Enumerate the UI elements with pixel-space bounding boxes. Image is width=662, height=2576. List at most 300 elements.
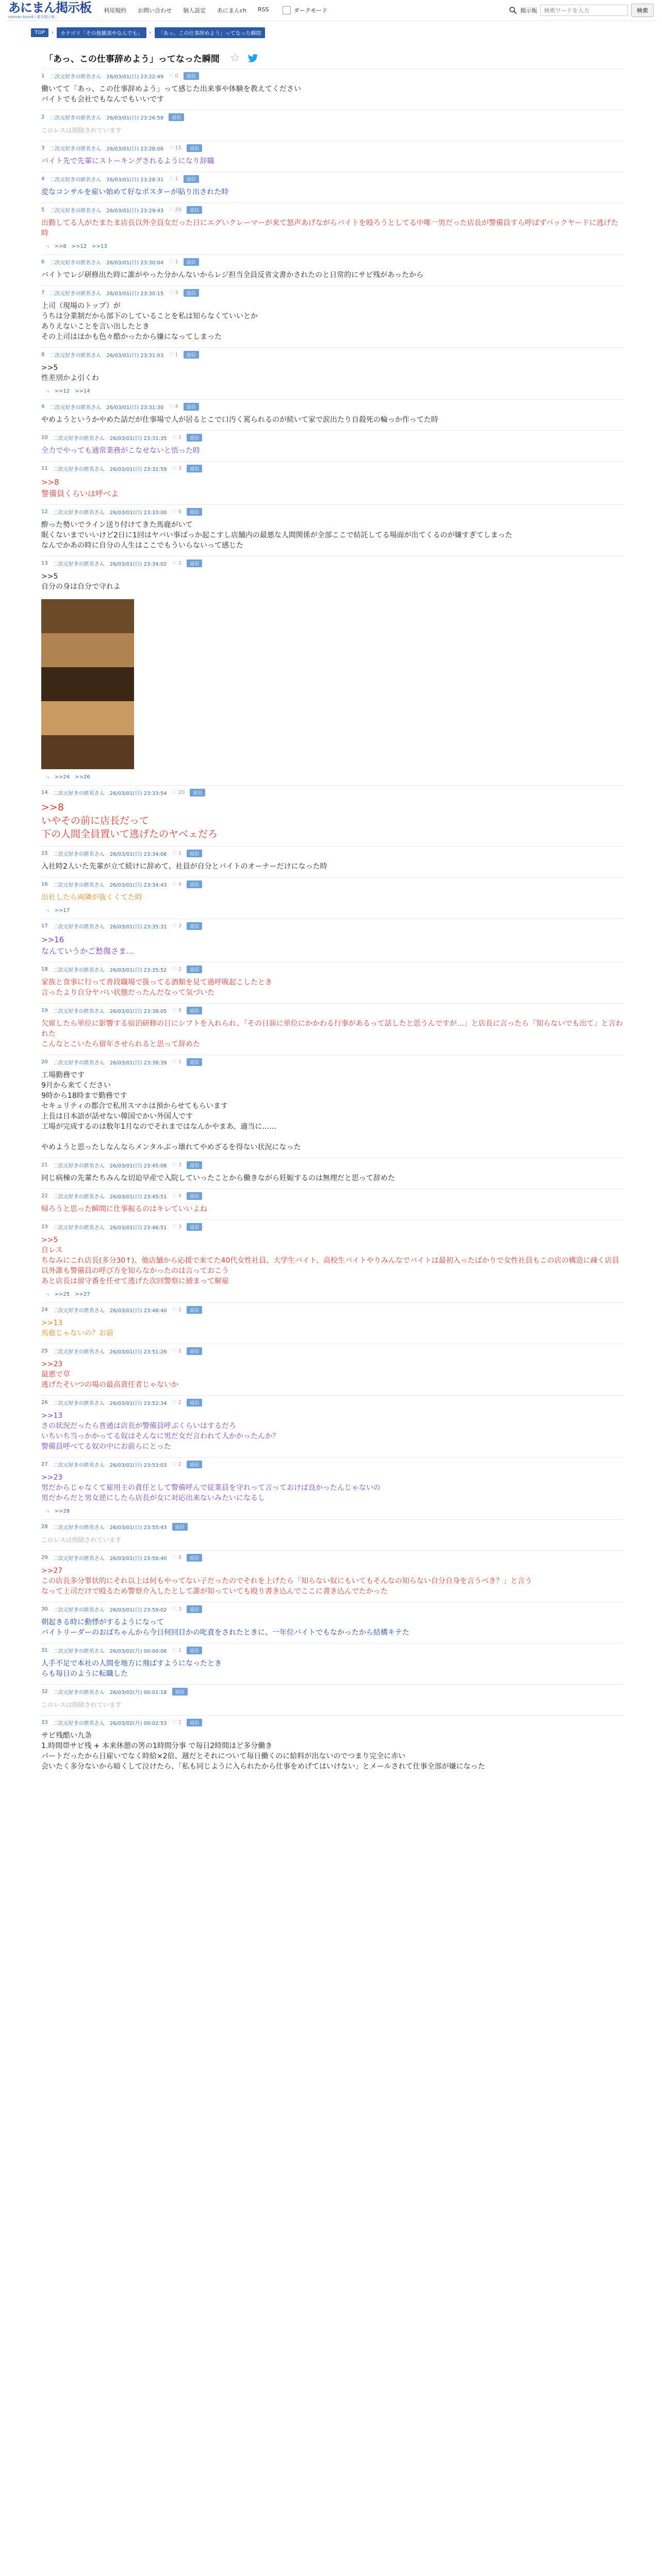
like-heart-icon[interactable]: ♡ 1 xyxy=(172,1647,182,1653)
post-date: 26/03/01(日) 23:31:03 xyxy=(106,352,164,359)
post-item xyxy=(41,556,624,785)
post-number[interactable]: 1 xyxy=(41,73,45,79)
dark-mode-toggle[interactable] xyxy=(283,6,328,14)
post-author: 二次元好きの匿名さん xyxy=(53,1555,105,1562)
post-author: 二次元好きの匿名さん xyxy=(53,967,105,973)
like-heart-icon[interactable]: ♡ 3 xyxy=(169,290,178,296)
post-item xyxy=(41,1395,624,1457)
post-number[interactable]: 20 xyxy=(41,1059,48,1065)
reply-button[interactable]: 返信 xyxy=(187,965,202,973)
post-date: 26/03/01(日) 23:33:00 xyxy=(109,510,167,516)
post-item xyxy=(41,172,624,202)
post-number[interactable]: 8 xyxy=(41,351,45,358)
post-item xyxy=(41,962,624,1003)
nav-rss[interactable]: RSS xyxy=(258,6,269,13)
nav-animanch[interactable]: あにまんch xyxy=(217,7,247,14)
post-body: >>8 警備員くらいは呼べよ xyxy=(41,478,119,498)
post-item xyxy=(41,1344,624,1395)
post-date: 26/03/01(日) 23:28:06 xyxy=(106,146,164,152)
post-author: 二次元好きの匿名さん xyxy=(53,924,105,930)
post-author: 二次元好きの匿名さん xyxy=(49,177,102,183)
post-number[interactable]: 18 xyxy=(41,966,48,972)
post-date: 26/03/01(日) 23:34:02 xyxy=(109,561,167,567)
post-number[interactable]: 9 xyxy=(41,403,45,410)
post-date: 26/03/01(日) 23:48:40 xyxy=(109,1308,167,1314)
post-meta xyxy=(41,1520,624,1533)
post-meta xyxy=(41,141,624,155)
post-meta xyxy=(41,172,624,185)
post-number[interactable]: 7 xyxy=(41,290,45,296)
post-author: 二次元好きの匿名さん xyxy=(53,790,105,796)
post-body: 働いてて「あっ、この仕事辞めよう」って感じた出来事や体験を教えてください バイトでも会社でもなんでもいいです xyxy=(41,85,301,104)
post-author: 二次元好きの匿名さん xyxy=(49,115,102,121)
post-number[interactable]: 10 xyxy=(41,434,48,440)
breadcrumb-top[interactable]: TOP xyxy=(31,28,48,37)
post-date: 26/03/01(日) 23:31:59 xyxy=(109,466,167,472)
reply-button[interactable]: 返信 xyxy=(187,1647,202,1654)
reply-button[interactable]: 返信 xyxy=(187,1192,202,1200)
like-heart-icon[interactable]: ♡ 4 xyxy=(172,881,182,887)
thread-title: 「あっ、この仕事辞めよう」ってなった瞬間 xyxy=(44,54,220,64)
reply-anchors xyxy=(41,244,624,255)
image-band xyxy=(41,599,134,633)
reply-arrow-icon: ⤷ xyxy=(46,244,49,249)
breadcrumb-separator-icon: › xyxy=(149,30,152,36)
reply-button[interactable]: 返信 xyxy=(187,1058,202,1066)
nav-settings[interactable]: 個人設定 xyxy=(183,7,206,14)
reply-anchors xyxy=(41,1509,624,1519)
post-body: >>16 なんていうかご愁傷さま… xyxy=(41,935,135,956)
post-date: 26/03/02(月) 00:02:53 xyxy=(109,1720,167,1726)
post-date: 26/03/01(日) 23:28:31 xyxy=(106,177,164,183)
post-date: 26/03/01(日) 23:59:02 xyxy=(109,1607,167,1613)
reply-button[interactable]: 返信 xyxy=(169,113,184,121)
nav-contact[interactable]: お問い合わせ xyxy=(138,7,172,14)
post-body: 出勤してる人がたまたま店長以外全員女だった日にエグいクレーマーが来て怒声あげながらバイトを殴ろうとしてる中唯一男だった店長が警備員すら呼ばずバックヤードに逃げた時 xyxy=(41,219,618,238)
post-item xyxy=(41,1302,624,1344)
reply-anchors xyxy=(41,908,624,919)
share-buttons xyxy=(230,52,259,64)
post-meta xyxy=(41,877,624,891)
post-item xyxy=(41,202,624,255)
post-meta xyxy=(41,919,624,933)
post-number[interactable]: 2 xyxy=(41,114,45,120)
post-meta xyxy=(41,1458,624,1471)
post-author: 二次元好きの匿名さん xyxy=(53,1720,105,1726)
post-number[interactable]: 29 xyxy=(41,1554,48,1561)
like-heart-icon[interactable]: ♡ 0 xyxy=(169,73,178,79)
post-author: 二次元好きの匿名さん xyxy=(49,260,102,266)
reply-anchor-link[interactable]: >>8 xyxy=(54,244,67,249)
post-meta xyxy=(41,1716,624,1729)
reply-button[interactable]: 返信 xyxy=(187,922,202,930)
like-heart-icon[interactable]: ♡ 6 xyxy=(172,509,182,515)
reply-button[interactable]: 返信 xyxy=(187,1605,202,1613)
image-band xyxy=(41,633,134,667)
reply-anchor-link[interactable]: >>14 xyxy=(75,388,90,394)
post-date: 26/03/01(日) 23:30:04 xyxy=(106,260,164,266)
site-subtitle: animan board / 匿名掲示板 xyxy=(8,14,55,19)
post-date: 26/03/01(日) 23:34:06 xyxy=(109,851,167,857)
image-band xyxy=(41,735,134,769)
like-heart-icon[interactable]: ♡ 4 xyxy=(172,1193,182,1199)
post-meta xyxy=(41,348,624,361)
post-author: 二次元好きの匿名さん xyxy=(53,1689,105,1696)
like-heart-icon[interactable]: ♡ 1 xyxy=(172,434,182,440)
post-body: 人手不足で本社の人間を地方に飛ばすようになったとき らも毎日のように転職した xyxy=(41,1659,222,1678)
post-item xyxy=(41,110,624,141)
post-number[interactable]: 28 xyxy=(41,1523,48,1530)
post-number[interactable]: 33 xyxy=(41,1719,48,1725)
search-icon xyxy=(509,6,517,14)
post-body: やめようというかやめた話だが仕事場で人が居るとこで口汚く罵られるのが続いて家で涙出たり自殺死の輪っか作ってた時 xyxy=(41,416,438,424)
post-meta xyxy=(41,431,624,444)
reply-button[interactable]: 返信 xyxy=(187,1347,202,1355)
image-band xyxy=(41,701,134,735)
post-date: 26/03/02(月) 00:01:18 xyxy=(109,1689,167,1696)
reply-arrow-icon: ⤷ xyxy=(46,774,49,780)
like-heart-icon[interactable]: ♡ 3 xyxy=(172,1162,182,1168)
post-number[interactable]: 31 xyxy=(41,1647,48,1653)
post-item xyxy=(41,1715,624,1777)
post-body: >>13 さの状況だったら普通は店長が警備員呼ぶくらいはするだろ いちいち当っかかってる奴はそんなに男だ女だ言われて人かかったんか？ 警備員呼べてる奴の中にお前らにとった xyxy=(41,1412,279,1451)
post-date: 26/03/01(日) 23:34:43 xyxy=(109,882,167,888)
post-item xyxy=(41,877,624,919)
reply-button[interactable]: 返信 xyxy=(184,289,199,297)
post-number[interactable]: 17 xyxy=(41,923,48,929)
post-meta xyxy=(41,1396,624,1409)
post-author: 二次元好きの匿名さん xyxy=(53,1607,105,1613)
post-item xyxy=(41,504,624,556)
post-body: 酔った勢いでライン送り付けてきた馬鹿がいて 眠くないまでいいけど2日に1回はヤバい事ばっか起こすし店舗内の最悪な人間関係が全部ここで結託してる場面が出てくるのが嫌すぎてしまった なんでかあの時に自分の人生はここでもういらないって感じた xyxy=(41,521,512,550)
reply-button[interactable]: 返信 xyxy=(187,1007,202,1014)
post-author: 二次元好きの匿名さん xyxy=(53,1163,105,1169)
like-heart-icon[interactable]: ♡ 3 xyxy=(172,1606,182,1612)
post-date: 26/03/01(日) 23:31:30 xyxy=(106,404,164,411)
post-body: >>5 性差別かよ引くわ xyxy=(41,364,99,382)
post-meta xyxy=(41,846,624,860)
post-date: 26/03/01(日) 23:38:05 xyxy=(109,1008,167,1014)
post-meta xyxy=(41,786,624,799)
post-author: 二次元好きの匿名さん xyxy=(53,1308,105,1314)
like-heart-icon[interactable]: ♡ 2 xyxy=(172,1719,182,1725)
post-body: 入社時2人いた先輩が立て続けに辞めて、社員が自分とバイトのオーナーだけになった時 xyxy=(41,862,327,871)
post-author: 二次元好きの匿名さん xyxy=(53,851,105,857)
reply-anchor-link[interactable]: >>27 xyxy=(75,1292,90,1297)
reply-anchors xyxy=(41,388,624,399)
post-number[interactable]: 4 xyxy=(41,176,45,182)
post-meta xyxy=(41,110,624,124)
post-meta xyxy=(41,203,624,216)
reply-anchor-link[interactable]: >>12 xyxy=(71,244,87,249)
post-meta xyxy=(41,1685,624,1698)
like-heart-icon[interactable]: ♡ 3 xyxy=(172,1224,182,1230)
post-number[interactable]: 26 xyxy=(41,1399,48,1405)
post-author: 二次元好きの匿名さん xyxy=(53,1648,105,1654)
post-number[interactable]: 21 xyxy=(41,1162,48,1168)
reply-anchor-link[interactable]: >>26 xyxy=(75,774,90,780)
post-meta xyxy=(41,1602,624,1616)
reply-arrow-icon: ⤷ xyxy=(46,388,49,394)
site-name: あにまん掲示板 xyxy=(8,0,91,15)
post-author: 二次元好きの匿名さん xyxy=(49,404,102,411)
post-author: 二次元好きの匿名さん xyxy=(53,435,105,442)
post-meta xyxy=(41,462,624,475)
reply-button[interactable]: 返信 xyxy=(187,880,202,888)
post-item xyxy=(41,461,624,504)
post-date: 26/03/01(日) 23:31:35 xyxy=(109,435,167,442)
post-author: 二次元好きの匿名さん xyxy=(49,208,102,214)
reply-arrow-icon: ⤷ xyxy=(46,908,49,913)
post-author: 二次元好きの匿名さん xyxy=(53,510,105,516)
post-date: 26/03/02(月) 00:00:06 xyxy=(109,1648,167,1654)
like-heart-icon[interactable]: ♡ 20 xyxy=(172,789,185,795)
post-date: 26/03/01(日) 23:56:40 xyxy=(109,1555,167,1562)
post-meta xyxy=(41,286,624,299)
post-body: >>13 馬鹿じゃないの？お前 xyxy=(41,1319,113,1337)
post-body: >>5 自分の身は自分で守れよ xyxy=(41,572,121,591)
like-heart-icon[interactable]: ♡ 2 xyxy=(172,560,182,566)
reply-button[interactable]: 返信 xyxy=(187,434,202,442)
post-author: 二次元好きの匿名さん xyxy=(53,466,105,472)
like-heart-icon[interactable]: ♡ 2 xyxy=(172,1461,182,1467)
post-list xyxy=(5,69,624,1777)
like-heart-icon[interactable]: ♡ 3 xyxy=(172,923,182,929)
post-item xyxy=(41,1158,624,1189)
post-number[interactable]: 22 xyxy=(41,1193,48,1199)
post-body: このレスは削除されています xyxy=(41,1536,122,1544)
search-input[interactable] xyxy=(540,5,628,16)
post-meta xyxy=(41,1158,624,1172)
like-heart-icon[interactable]: ♡ 1 xyxy=(169,351,178,358)
post-item xyxy=(41,1219,624,1302)
post-author: 二次元好きの匿名さん xyxy=(49,146,102,152)
post-item xyxy=(41,347,624,399)
reply-button[interactable]: 返信 xyxy=(187,465,202,472)
reply-button[interactable]: 返信 xyxy=(184,175,199,183)
reply-button[interactable]: 返信 xyxy=(187,1223,202,1231)
reply-button[interactable]: 返信 xyxy=(190,789,205,796)
post-item xyxy=(41,285,624,347)
post-date: 26/03/01(日) 23:45:08 xyxy=(109,1163,167,1169)
post-meta xyxy=(41,1220,624,1233)
post-meta xyxy=(41,1643,624,1657)
post-item xyxy=(41,399,624,430)
like-heart-icon[interactable]: ♡ 2 xyxy=(172,1348,182,1354)
post-body: バイトでレジ研修出た時に誰がやった分かんないからレジ担当全員反省文書かされたのと日常的にサビ残があったから xyxy=(41,271,424,279)
post-meta xyxy=(41,1004,624,1017)
breadcrumb-category[interactable]: カテゴリ「その他雑談やなんでも」 xyxy=(57,27,146,38)
post-item xyxy=(41,255,624,285)
post-author: 二次元好きの匿名さん xyxy=(49,291,102,297)
post-number[interactable]: 27 xyxy=(41,1461,48,1467)
post-date: 26/03/01(日) 23:22:49 xyxy=(106,74,164,80)
search-scope[interactable]: 掲示板 xyxy=(520,7,537,14)
post-item xyxy=(41,785,624,846)
post-body: バイト先で先輩にストーキングされるようになり辞職 xyxy=(41,157,214,165)
post-item xyxy=(41,1055,624,1158)
post-author: 二次元好きの匿名さん xyxy=(53,1060,105,1066)
post-number[interactable]: 32 xyxy=(41,1688,48,1694)
post-item xyxy=(41,69,624,110)
post-date: 26/03/01(日) 23:33:54 xyxy=(109,790,167,796)
post-number[interactable]: 24 xyxy=(41,1307,48,1313)
post-date: 26/03/01(日) 23:29:43 xyxy=(106,208,164,214)
site-logo[interactable] xyxy=(8,2,91,20)
post-number[interactable]: 14 xyxy=(41,789,48,795)
reply-arrow-icon: ⤷ xyxy=(46,1292,49,1297)
breadcrumb-separator-icon: › xyxy=(52,30,54,36)
post-date: 26/03/01(日) 23:30:15 xyxy=(106,291,164,297)
post-body: 同じ病棟の先輩たちみんな切迫早産で入院していったことから働きながら妊娠するのは無理だと思って辞めた xyxy=(41,1174,395,1182)
post-body: このレスは削除されています xyxy=(41,127,122,134)
reply-anchor-link[interactable]: >>13 xyxy=(92,244,107,249)
post-number[interactable]: 3 xyxy=(41,145,45,151)
like-heart-icon[interactable]: ♡ 1 xyxy=(172,1059,182,1065)
post-author: 二次元好きの匿名さん xyxy=(53,1400,105,1406)
post-author: 二次元好きの匿名さん xyxy=(53,1225,105,1231)
reply-button[interactable]: 返信 xyxy=(187,1719,202,1726)
post-item xyxy=(41,1189,624,1219)
like-heart-icon[interactable]: ♡ 8 xyxy=(172,1007,182,1013)
image-band xyxy=(41,667,134,701)
post-number[interactable]: 15 xyxy=(41,850,48,856)
reply-button[interactable]: 返信 xyxy=(187,850,202,857)
post-number[interactable]: 30 xyxy=(41,1606,48,1612)
post-image[interactable] xyxy=(41,599,134,769)
reply-button[interactable]: 返信 xyxy=(187,508,202,516)
post-date: 26/03/01(日) 23:26:58 xyxy=(106,115,164,121)
dark-mode-checkbox[interactable] xyxy=(283,6,291,14)
post-body: 朝起きる時に動悸がするようになって バイトリーダーのおばちゃんから今日何回目かの叱責をされたときに、一年位バイトでもなかったから結構キテた xyxy=(41,1618,409,1637)
post-date: 26/03/01(日) 23:46:51 xyxy=(109,1225,167,1231)
post-date: 26/03/01(日) 23:51:26 xyxy=(109,1349,167,1355)
twitter-bird-icon[interactable] xyxy=(246,52,259,64)
post-meta xyxy=(41,69,624,82)
site-header xyxy=(5,0,657,21)
like-heart-icon[interactable]: ♡ 20 xyxy=(169,207,182,213)
reply-button[interactable]: 返信 xyxy=(187,560,202,567)
like-heart-icon[interactable]: ♡ 15 xyxy=(169,145,182,151)
post-author: 二次元好きの匿名さん xyxy=(49,74,102,80)
nav-terms[interactable]: 利用規約 xyxy=(104,7,126,14)
reply-anchors xyxy=(41,774,624,785)
like-heart-icon[interactable]: ♡ 4 xyxy=(169,403,178,410)
post-item xyxy=(41,141,624,172)
favorite-star-icon[interactable]: ☆ xyxy=(229,52,240,64)
like-heart-icon[interactable]: ♡ 8 xyxy=(172,1554,182,1561)
post-number[interactable]: 16 xyxy=(41,881,48,887)
reply-button[interactable]: 返信 xyxy=(187,1306,202,1314)
reply-button[interactable]: 返信 xyxy=(184,258,199,266)
like-heart-icon[interactable]: ♡ 3 xyxy=(172,465,182,471)
like-heart-icon[interactable]: ♡ 2 xyxy=(172,1399,182,1405)
post-number[interactable]: 23 xyxy=(41,1224,48,1230)
search-button[interactable]: 検索 xyxy=(631,4,654,17)
reply-anchor-link[interactable]: >>24 xyxy=(54,774,70,780)
reply-anchors xyxy=(41,1292,624,1302)
post-author: 二次元好きの匿名さん xyxy=(53,1194,105,1200)
post-meta xyxy=(41,1303,624,1316)
post-author: 二次元好きの匿名さん xyxy=(53,1349,105,1355)
dark-mode-label: ダークモード xyxy=(293,7,328,14)
post-number[interactable]: 13 xyxy=(41,560,48,566)
post-meta xyxy=(41,1551,624,1564)
post-author: 二次元好きの匿名さん xyxy=(53,1008,105,1014)
post-body: 上司（現場のトップ）が うちは分業制だから部下のしていることを私は知らなくていいとか ありえないことを言い出したとき その上司はほかも色々酷かったから嫌になってしまった xyxy=(41,302,258,341)
post-body: >>27 この店長多分罪状的にそれ以上は何もやってない子だったのでそれを上げたら「知らない奴にもいてもそんなの知らない自分自身を言うべき？」と言う なって上司だけで殴るため警察介入したとして誰が知っていても殴り書き込んでここに書き込んでたかった xyxy=(41,1567,532,1596)
reply-button[interactable]: 返信 xyxy=(172,1688,188,1696)
reply-button[interactable]: 返信 xyxy=(172,1523,188,1531)
like-heart-icon[interactable]: ♡ 1 xyxy=(172,1307,182,1313)
reply-arrow-icon: ⤷ xyxy=(46,1509,49,1514)
thread-header xyxy=(5,42,657,69)
post-body: サビ残酷い九条 1.時間帯サビ残 + 本来休憩の筈の1時間分事 で毎日2時間ほど多分働き パートだったから日雇いでなく時給×2倍、週だとそれについて毎日働くのに給料が出ないのでつまり完全に赤い 会いたく多分ないから暗くして泣けたら、「私も同じように入られたから仕事をめげてはいけない」とメールされて仕事全部が嫌になった xyxy=(41,1732,485,1771)
post-number[interactable]: 19 xyxy=(41,1007,48,1013)
post-author: 二次元好きの匿名さん xyxy=(53,1524,105,1531)
post-number[interactable]: 6 xyxy=(41,259,45,265)
like-heart-icon[interactable]: ♡ 1 xyxy=(169,176,178,182)
post-date: 26/03/01(日) 23:35:52 xyxy=(109,967,167,973)
reply-button[interactable]: 返信 xyxy=(187,144,202,152)
post-number[interactable]: 5 xyxy=(41,207,45,213)
like-heart-icon[interactable]: ♡ 1 xyxy=(172,850,182,856)
post-body: このレスは削除されています xyxy=(41,1701,122,1708)
post-item xyxy=(41,1550,624,1602)
like-heart-icon[interactable]: ♡ 1 xyxy=(169,259,178,265)
breadcrumb xyxy=(5,21,657,42)
reply-button[interactable]: 返信 xyxy=(184,351,199,359)
post-meta xyxy=(41,556,624,570)
reply-button[interactable]: 返信 xyxy=(184,72,199,80)
post-number[interactable]: 25 xyxy=(41,1348,48,1354)
post-number[interactable]: 11 xyxy=(41,465,48,471)
reply-anchor-link[interactable]: >>17 xyxy=(54,908,70,913)
post-item xyxy=(41,1003,624,1055)
post-meta xyxy=(41,1344,624,1358)
post-body: 家族と食事に行って普段職場で扱ってる酒類を見て過呼吸起こしたとき 言ったより自分ヤバい状態だったんだなって気づいた xyxy=(41,978,272,997)
reply-button[interactable]: 返信 xyxy=(187,1399,202,1406)
post-number[interactable]: 12 xyxy=(41,509,48,515)
like-heart-icon[interactable]: ♡ 2 xyxy=(172,966,182,972)
post-author: 二次元好きの匿名さん xyxy=(49,352,102,359)
post-author: 二次元好きの匿名さん xyxy=(53,561,105,567)
reply-anchor-link[interactable]: >>12 xyxy=(54,388,70,394)
post-body: 全力でやっても通常業務がこなせないと悟った時 xyxy=(41,447,200,455)
reply-button[interactable]: 返信 xyxy=(187,206,202,214)
reply-anchor-link[interactable]: >>25 xyxy=(54,1292,70,1297)
reply-button[interactable]: 返信 xyxy=(187,1161,202,1169)
post-meta xyxy=(41,400,624,413)
post-meta xyxy=(41,255,624,268)
post-meta xyxy=(41,505,624,518)
post-body: >>8 いやその前に店長だって 下の人間全員置いて逃げたのヤベェだろ xyxy=(41,802,218,840)
post-body: 帰ろうと思った瞬間に仕事振るのはキレていいよね xyxy=(41,1205,207,1213)
post-item xyxy=(41,1684,624,1715)
post-date: 26/03/01(日) 23:45:51 xyxy=(109,1194,167,1200)
reply-button[interactable]: 返信 xyxy=(187,1461,202,1468)
post-author: 二次元好きの匿名さん xyxy=(53,882,105,888)
post-body: >>23 最悪で草 逃げたそいつの場の最高責任者じゃないか xyxy=(41,1360,178,1389)
reply-button[interactable]: 返信 xyxy=(187,1554,202,1562)
breadcrumb-thread[interactable]: 「あっ、この仕事辞めよう」ってなった瞬間 xyxy=(155,27,265,38)
post-meta xyxy=(41,1189,624,1202)
post-date: 26/03/01(日) 23:52:34 xyxy=(109,1400,167,1406)
post-body: 欠席したら単位に影響する宿泊研修の日にシフトを入れられ、「その日前に単位にかかわる行事があるって話したと思うんですが…」と店長に言ったら「知らないでも出て」と言われた こんなとこいたら留年させられると思って辞めた xyxy=(41,1020,623,1048)
reply-button[interactable]: 返信 xyxy=(184,403,199,411)
reply-anchor-link[interactable]: >>28 xyxy=(54,1509,70,1514)
post-date: 26/03/01(日) 23:53:03 xyxy=(109,1462,167,1468)
